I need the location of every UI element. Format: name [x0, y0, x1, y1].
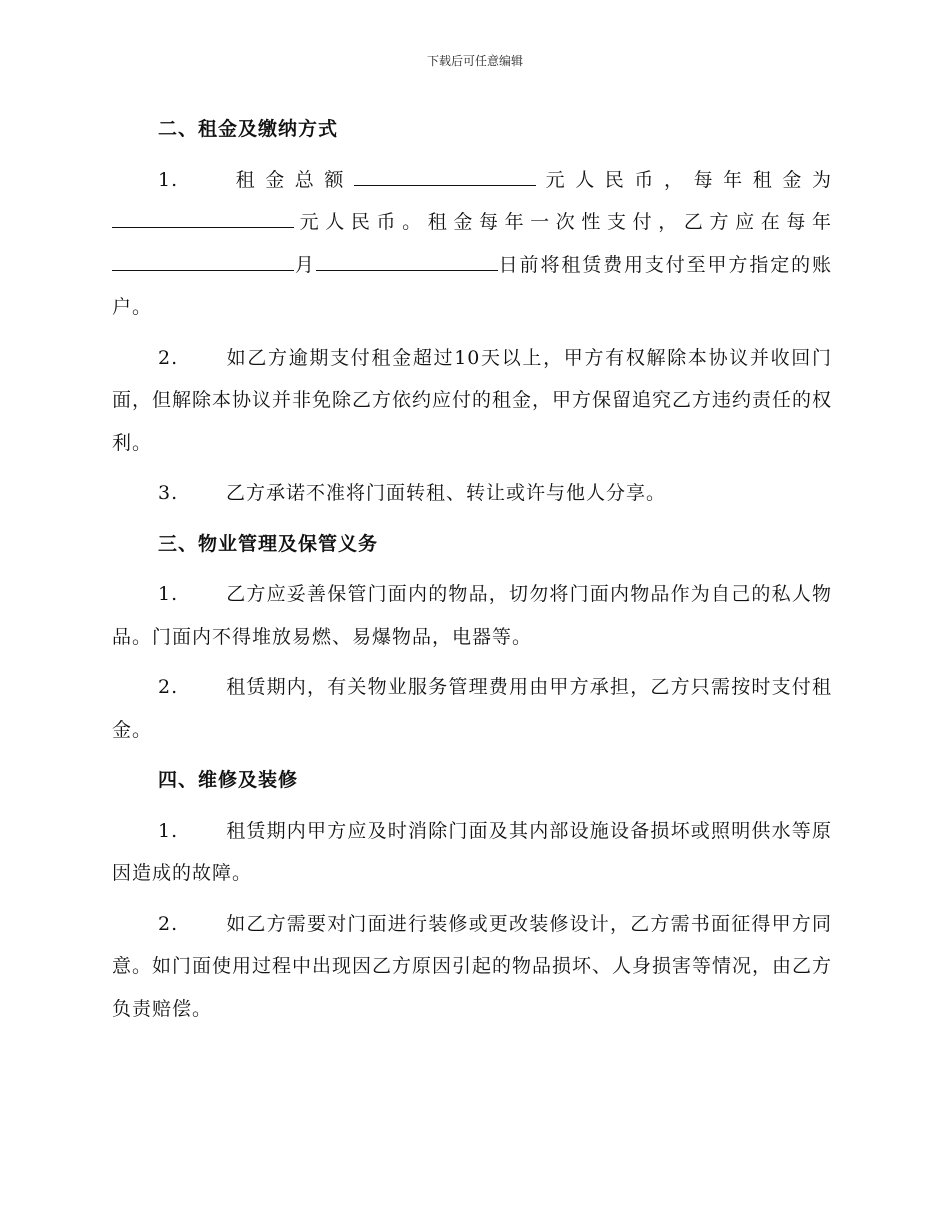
clause-text: 如乙方需要对门面进行装修或更改装修设计，乙方需书面征得甲方同意。如门面使用过程中出现因乙方原因引起的物品损坏、人身损害等情况，由乙方负责赔偿。	[112, 912, 833, 1020]
document-body	[112, 108, 832, 1038]
page-header-note: 下载后可任意编辑	[426, 54, 523, 68]
section-heading-repair: 四、维修及装修	[158, 769, 299, 791]
clause-number: 1.	[158, 583, 179, 605]
blank-month	[112, 248, 294, 271]
clause-text: 元人民币。租金每年一次性支付，乙方应在每年	[294, 211, 832, 233]
clause-number: 2.	[158, 346, 179, 369]
clause-repairs	[112, 810, 832, 895]
clause-management-fee	[112, 666, 832, 751]
clause-text: 乙方应妥善保管门面内的物品，切勿将门面内物品作为自己的私人物品。门面内不得堆放易燃、易爆物品，电器等。	[112, 583, 832, 648]
clause-text: 元人民币，每年租金为	[536, 168, 832, 191]
blank-day	[316, 248, 498, 271]
clause-late-payment	[112, 337, 832, 465]
clause-number: 3.	[158, 482, 179, 504]
blank-total-rent	[354, 163, 536, 186]
clause-text: 租金总额	[226, 168, 354, 191]
clause-text: 月	[294, 253, 316, 276]
clause-text: 租赁期内，有关物业服务管理费用由甲方承担，乙方只需按时支付租金。	[112, 676, 832, 741]
clause-custody	[112, 573, 832, 658]
clause-text: 租赁期内甲方应及时消除门面及其内部设施设备损坏或照明供水等原因造成的故障。	[112, 819, 832, 884]
clause-number: 2.	[158, 912, 179, 935]
clause-text: 如乙方逾期支付租金超过10天以上，甲方有权解除本协议并收回门面，但解除本协议并非免除乙方依约应付的租金，甲方保留追究乙方违约责任的权利。	[112, 346, 833, 454]
clause-text: 日前将租赁费用支付至甲方指定的账户。	[112, 253, 832, 318]
section-heading-rent: 二、租金及缴纳方式	[158, 118, 339, 140]
clause-number: 1.	[158, 819, 179, 842]
clause-text: 乙方承诺不准将门面转租、转让或许与他人分享。	[226, 482, 667, 504]
clause-renovation	[112, 903, 832, 1031]
clause-number: 2.	[158, 676, 179, 698]
clause-number: 1.	[158, 168, 179, 191]
section-heading-property: 三、物业管理及保管义务	[158, 532, 379, 555]
clause-no-sublet	[112, 472, 832, 515]
clause-rent-amount	[112, 159, 832, 329]
blank-annual-rent	[112, 205, 294, 228]
